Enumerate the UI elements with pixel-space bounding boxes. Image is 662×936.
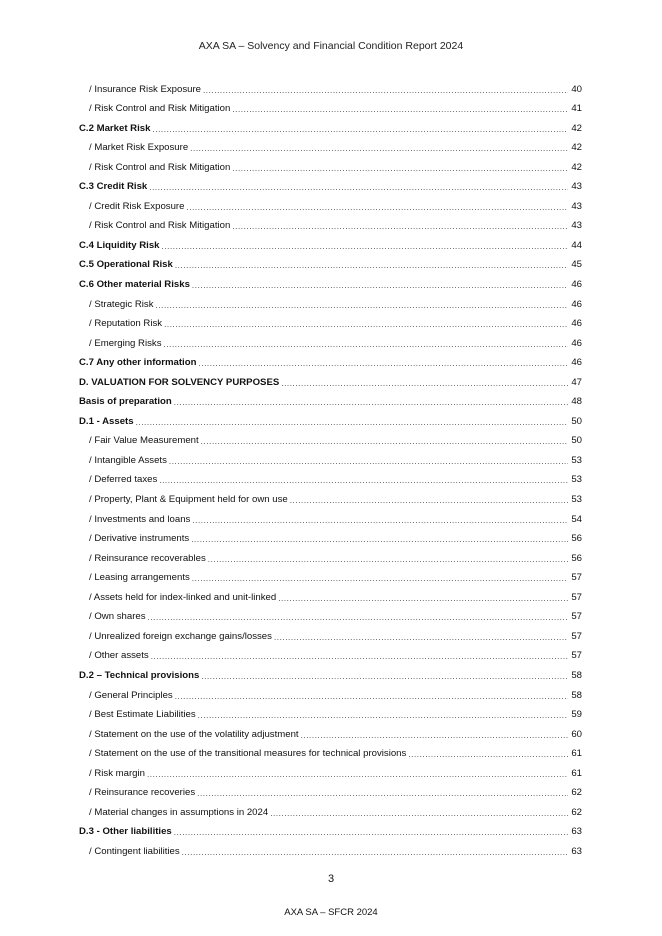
toc-entry-page: 63 [571, 826, 582, 838]
toc-subsection-entry[interactable] [79, 193, 582, 213]
toc-dot-leader [197, 788, 568, 799]
toc-entry-label: / Risk Control and Risk Mitigation [89, 220, 231, 232]
toc-dot-leader [281, 378, 568, 389]
toc-dot-leader [175, 260, 568, 271]
toc-section-entry[interactable] [79, 662, 582, 682]
toc-dot-leader [164, 319, 568, 330]
toc-dot-leader [148, 612, 568, 623]
toc-dot-leader [174, 397, 568, 408]
toc-entry-page: 53 [571, 474, 582, 486]
toc-entry-page: 57 [571, 650, 582, 662]
toc-entry-label: / Insurance Risk Exposure [89, 83, 201, 95]
toc-entry-label: / Assets held for index-linked and unit-linked [89, 591, 277, 603]
toc-subsection-entry[interactable] [79, 799, 582, 819]
toc-entry-page: 40 [571, 83, 582, 95]
toc-dot-leader [152, 124, 568, 135]
toc-entry-page: 57 [571, 611, 582, 623]
toc-entry-label: D. VALUATION FOR SOLVENCY PURPOSES [79, 376, 280, 388]
toc-entry-page: 53 [571, 454, 582, 466]
toc-entry-label: / Deferred taxes [89, 474, 158, 486]
toc-entry-label: / Strategic Risk [89, 298, 154, 310]
toc-entry-label: / Reinsurance recoverables [89, 552, 206, 564]
toc-entry-label: / Credit Risk Exposure [89, 200, 185, 212]
toc-entry-page: 58 [571, 669, 582, 681]
toc-subsection-entry[interactable] [79, 311, 582, 331]
toc-entry-label: / Emerging Risks [89, 337, 162, 349]
toc-dot-leader [232, 104, 568, 115]
toc-entry-page: 63 [571, 845, 582, 857]
toc-subsection-entry[interactable] [79, 291, 582, 311]
toc-dot-leader [270, 808, 568, 819]
toc-entry-page: 42 [571, 161, 582, 173]
toc-entry-page: 60 [571, 728, 582, 740]
toc-entry-page: 47 [571, 376, 582, 388]
toc-entry-page: 48 [571, 396, 582, 408]
toc-entry-label: / Risk margin [89, 767, 145, 779]
toc-entry-label: / Risk Control and Risk Mitigation [89, 103, 231, 115]
toc-dot-leader [182, 847, 568, 858]
toc-entry-label: / Investments and loans [89, 513, 191, 525]
toc-entry-label: / Other assets [89, 650, 149, 662]
toc-entry-page: 42 [571, 142, 582, 154]
toc-section-entry[interactable] [79, 819, 582, 839]
toc-dot-leader [208, 554, 568, 565]
toc-subsection-entry[interactable] [79, 623, 582, 643]
toc-entry-label: / Property, Plant & Equipment held for own use [89, 494, 288, 506]
toc-dot-leader [301, 730, 568, 741]
toc-dot-leader [232, 221, 568, 232]
toc-dot-leader [192, 515, 568, 526]
toc-entry-page: 44 [571, 239, 582, 251]
toc-entry-page: 54 [571, 513, 582, 525]
toc-subsection-entry[interactable] [79, 584, 582, 604]
toc-entry-page: 46 [571, 279, 582, 291]
toc-dot-leader [408, 749, 568, 760]
toc-entry-page: 56 [571, 533, 582, 545]
toc-entry-label: / Best Estimate Liabilities [89, 709, 196, 721]
toc-entry-label: / Fair Value Measurement [89, 435, 199, 447]
toc-entry-label: C.2 Market Risk [79, 122, 151, 134]
toc-subsection-entry[interactable] [79, 213, 582, 233]
toc-subsection-entry[interactable] [79, 741, 582, 761]
toc-dot-leader [149, 182, 568, 193]
toc-entry-page: 57 [571, 630, 582, 642]
toc-entry-page: 43 [571, 200, 582, 212]
toc-subsection-entry[interactable] [79, 702, 582, 722]
toc-entry-page: 62 [571, 806, 582, 818]
toc-entry-page: 50 [571, 415, 582, 427]
toc-subsection-entry[interactable] [79, 330, 582, 350]
toc-entry-label: Basis of preparation [79, 396, 172, 408]
toc-dot-leader [192, 280, 568, 291]
toc-dot-leader [201, 671, 568, 682]
toc-entry-page: 59 [571, 709, 582, 721]
table-of-contents [79, 76, 582, 858]
toc-dot-leader [198, 710, 568, 721]
toc-entry-label: D.2 – Technical provisions [79, 669, 200, 681]
toc-entry-label: C.7 Any other information [79, 357, 197, 369]
toc-entry-label: D.1 - Assets [79, 415, 134, 427]
toc-entry-label: C.4 Liquidity Risk [79, 239, 160, 251]
toc-dot-leader [164, 339, 568, 350]
toc-dot-leader [278, 593, 568, 604]
toc-subsection-entry[interactable] [79, 565, 582, 585]
toc-subsection-entry[interactable] [79, 135, 582, 155]
page-header: AXA SA – Solvency and Financial Condition Report 2024 [198, 40, 464, 52]
toc-subsection-entry[interactable] [79, 721, 582, 741]
toc-entry-page: 58 [571, 689, 582, 701]
toc-entry-label: C.3 Credit Risk [79, 181, 148, 193]
toc-section-entry[interactable] [79, 389, 582, 409]
toc-entry-label: / Market Risk Exposure [89, 142, 189, 154]
toc-dot-leader [201, 436, 568, 447]
toc-entry-page: 42 [571, 122, 582, 134]
toc-subsection-entry[interactable] [79, 428, 582, 448]
toc-subsection-entry[interactable] [79, 154, 582, 174]
toc-entry-page: 62 [571, 787, 582, 799]
page-footer: AXA SA – SFCR 2024 [284, 907, 378, 918]
toc-entry-label: / Reinsurance recoveries [89, 787, 196, 799]
toc-entry-page: 57 [571, 572, 582, 584]
toc-subsection-entry[interactable] [79, 604, 582, 624]
toc-dot-leader [175, 691, 568, 702]
toc-section-entry[interactable] [79, 252, 582, 272]
toc-entry-label: D.3 - Other liabilities [79, 826, 172, 838]
toc-entry-label: C.6 Other material Risks [79, 279, 190, 291]
toc-subsection-entry[interactable] [79, 486, 582, 506]
toc-subsection-entry[interactable] [79, 545, 582, 565]
toc-subsection-entry[interactable] [79, 643, 582, 663]
toc-subsection-entry[interactable] [79, 780, 582, 800]
toc-dot-leader [159, 475, 568, 486]
toc-entry-label: / Contingent liabilities [89, 845, 180, 857]
toc-subsection-entry[interactable] [79, 760, 582, 780]
toc-subsection-entry[interactable] [79, 447, 582, 467]
toc-dot-leader [232, 163, 568, 174]
toc-dot-leader [174, 827, 568, 838]
toc-subsection-entry[interactable] [79, 506, 582, 526]
toc-entry-page: 41 [571, 103, 582, 115]
toc-entry-label: / Risk Control and Risk Mitigation [89, 161, 231, 173]
toc-dot-leader [274, 632, 568, 643]
page-number: 3 [327, 873, 335, 885]
toc-entry-label: / Statement on the use of the transitional measures for technical provisions [89, 748, 407, 760]
toc-section-entry[interactable] [79, 232, 582, 252]
toc-dot-leader [203, 85, 568, 96]
toc-section-entry[interactable] [79, 115, 582, 135]
toc-dot-leader [162, 241, 569, 252]
toc-dot-leader [147, 769, 568, 780]
toc-entry-page: 56 [571, 552, 582, 564]
toc-section-entry[interactable] [79, 408, 582, 428]
toc-entry-label: / General Principles [89, 689, 173, 701]
toc-dot-leader [192, 573, 568, 584]
toc-entry-page: 61 [571, 748, 582, 760]
toc-entry-label: / Leasing arrangements [89, 572, 190, 584]
toc-entry-label: / Own shares [89, 611, 146, 623]
toc-dot-leader [156, 300, 568, 311]
toc-entry-label: / Statement on the use of the volatility adjustment [89, 728, 299, 740]
toc-dot-leader [198, 358, 568, 369]
toc-subsection-entry[interactable] [79, 526, 582, 546]
toc-dot-leader [151, 651, 568, 662]
toc-entry-label: / Material changes in assumptions in 2024 [89, 806, 269, 818]
toc-entry-page: 43 [571, 181, 582, 193]
toc-dot-leader [290, 495, 568, 506]
toc-entry-label: / Unrealized foreign exchange gains/losses [89, 630, 272, 642]
toc-dot-leader [169, 456, 568, 467]
toc-entry-page: 46 [571, 337, 582, 349]
toc-entry-label: / Derivative instruments [89, 533, 190, 545]
toc-section-entry[interactable] [79, 369, 582, 389]
toc-entry-label: C.5 Operational Risk [79, 259, 173, 271]
toc-entry-page: 46 [571, 357, 582, 369]
toc-entry-page: 57 [571, 591, 582, 603]
toc-subsection-entry[interactable] [79, 682, 582, 702]
toc-dot-leader [191, 534, 568, 545]
toc-entry-page: 53 [571, 494, 582, 506]
toc-entry-page: 45 [571, 259, 582, 271]
toc-entry-page: 61 [571, 767, 582, 779]
toc-entry-page: 46 [571, 298, 582, 310]
toc-section-entry[interactable] [79, 271, 582, 291]
toc-entry-label: / Intangible Assets [89, 454, 167, 466]
toc-section-entry[interactable] [79, 174, 582, 194]
toc-entry-page: 50 [571, 435, 582, 447]
toc-subsection-entry[interactable] [79, 76, 582, 96]
toc-subsection-entry[interactable] [79, 467, 582, 487]
toc-section-entry[interactable] [79, 350, 582, 370]
toc-dot-leader [136, 417, 568, 428]
toc-entry-page: 46 [571, 318, 582, 330]
toc-dot-leader [186, 202, 568, 213]
toc-entry-page: 43 [571, 220, 582, 232]
toc-dot-leader [190, 143, 568, 154]
toc-subsection-entry[interactable] [79, 838, 582, 858]
toc-subsection-entry[interactable] [79, 96, 582, 116]
toc-entry-label: / Reputation Risk [89, 318, 163, 330]
